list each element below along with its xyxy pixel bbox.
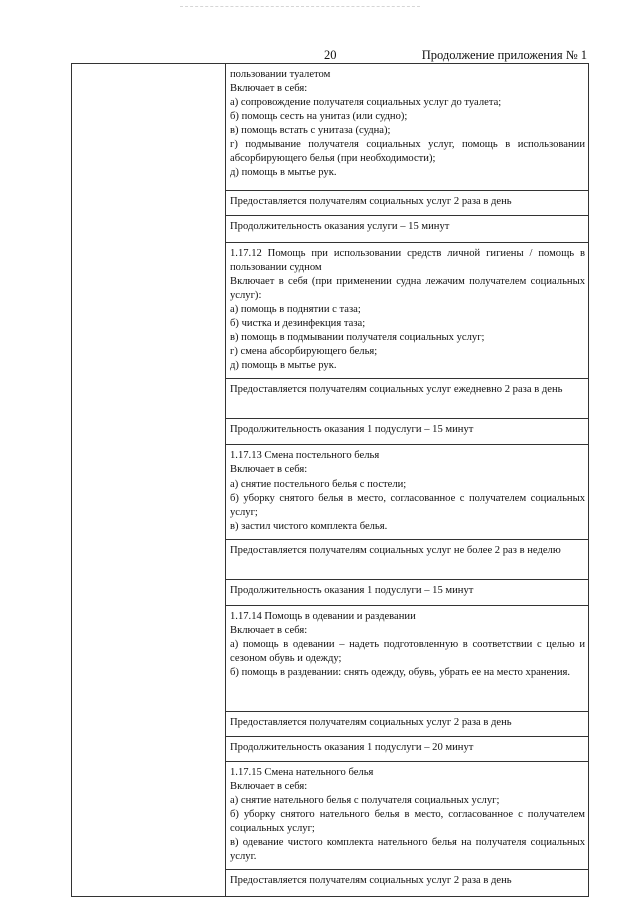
- cell-line: Включает в себя:: [230, 624, 308, 636]
- content-cell: [226, 216, 589, 243]
- left-column-cell: [72, 64, 226, 897]
- scan-artifact: [180, 6, 420, 9]
- cell-line: Продолжительность оказания 1 подуслуги – 20 минут: [230, 741, 474, 753]
- cell-line: Продолжительность оказания 1 подуслуги – 15 минут: [230, 424, 474, 436]
- cell-line: б) уборку снятого белья в место, согласованное с получателем социальных услуг;: [230, 492, 585, 518]
- content-cell: [226, 64, 589, 191]
- cell-line: Включает в себя (при применении судна лежачим получателем социальных услуг):: [230, 276, 585, 302]
- page-number: 20: [324, 48, 337, 62]
- content-cell: [226, 736, 589, 761]
- cell-line: 1.17.12 Помощь при использовании средств личной гигиены / помощь в пользовании судном: [230, 248, 585, 274]
- page-header: [72, 48, 587, 64]
- cell-line: Предоставляется получателям социальных услуг не более 2 раз в неделю: [230, 544, 561, 556]
- cell-line: Предоставляется получателям социальных услуг 2 раза в день: [230, 196, 512, 207]
- cell-line: д) помощь в мытье рук.: [230, 167, 337, 179]
- cell-line: Предоставляется получателям социальных услуг 2 раза в день: [230, 875, 512, 887]
- content-cell: [226, 761, 589, 869]
- cell-line: в) застил чистого комплекта белья.: [230, 520, 388, 532]
- cell-line: Включает в себя:: [230, 780, 308, 792]
- cell-line: Включает в себя:: [230, 83, 308, 95]
- cell-line: пользовании туалетом: [230, 69, 331, 80]
- content-cell: [226, 445, 589, 539]
- content-cell: [226, 539, 589, 579]
- cell-line: в) помощь встать с унитаза (судна);: [230, 125, 391, 137]
- cell-line: г) смена абсорбирующего белья;: [230, 346, 378, 358]
- cell-line: Предоставляется получателям социальных услуг 2 раза в день: [230, 716, 512, 728]
- cell-line: а) снятие нательного белья с получателя социальных услуг;: [230, 794, 500, 806]
- cell-line: в) одевание чистого комплекта нательного белья на получателя социальных услуг.: [230, 836, 585, 862]
- cell-line: б) уборку снятого нательного белья в место, согласованное с получателем социальных услуг;: [230, 808, 585, 834]
- content-cell: [226, 870, 589, 897]
- cell-line: в) помощь в подмывании получателя социальных услуг;: [230, 332, 485, 344]
- content-cell: [226, 419, 589, 445]
- cell-line: Продолжительность оказания услуги – 15 минут: [230, 221, 450, 232]
- cell-line: Продолжительность оказания 1 подуслуги – 15 минут: [230, 584, 474, 596]
- cell-line: 1.17.13 Смена постельного белья: [230, 450, 380, 462]
- cell-line: б) помощь сесть на унитаз (или судно);: [230, 111, 408, 123]
- cell-line: Включает в себя:: [230, 464, 308, 476]
- cell-line: 1.17.15 Смена нательного белья: [230, 766, 374, 778]
- cell-line: 1.17.14 Помощь в одевании и раздевании: [230, 610, 416, 622]
- cell-line: а) снятие постельного белья с постели;: [230, 478, 407, 490]
- table-row: [72, 64, 589, 191]
- content-cell: [226, 579, 589, 605]
- content-cell: [226, 379, 589, 419]
- cell-line: б) чистка и дезинфекция таза;: [230, 318, 366, 330]
- cell-line: д) помощь в мытье рук.: [230, 360, 337, 372]
- cell-line: а) сопровождение получателя социальных услуг до туалета;: [230, 97, 502, 109]
- continuation-title: Продолжение приложения № 1: [421, 48, 587, 62]
- cell-line: г) подмывание получателя социальных услуг, помощь в использовании абсорбирующего белья (при необходимости);: [230, 139, 585, 165]
- content-cell: [226, 191, 589, 216]
- cell-line: а) помощь в одевании – надеть подготовленную в соответствии с целью и сезоном обувь и одежду;: [230, 638, 585, 664]
- cell-line: б) помощь в раздевании: снять одежду, обувь, убрать ее на место хранения.: [230, 666, 571, 678]
- services-table: [71, 63, 589, 897]
- content-cell: [226, 711, 589, 736]
- cell-line: Предоставляется получателям социальных услуг ежедневно 2 раза в день: [230, 384, 563, 396]
- cell-line: а) помощь в поднятии с таза;: [230, 304, 361, 316]
- content-cell: [226, 243, 589, 379]
- content-cell: [226, 605, 589, 711]
